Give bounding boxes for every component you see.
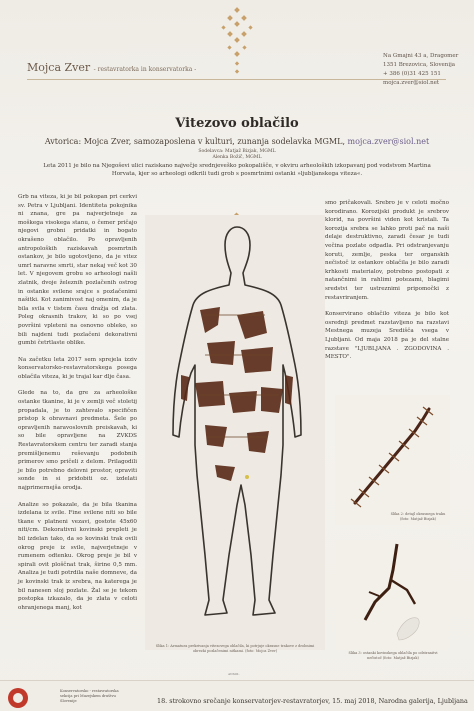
right-paragraph-1: smo pričakovali. Srebro je v celoti močno korodirano. Korozijski produkt je srebrov klorid, na površini viden kot kristali. Ta korozija srebra se lahko proti pač na naši delaje destruktivno, zaradi česar je tudi večina pozlate odpadla. Pri odstranjevanju koruti, zemlje, peska ter organskih nečistoč iz ostankov oblačila je bilo zaradi krhkosti materialov, potrebno postopati z natančnimi in rahlimi potezami, blagimi sredstvi ter ustreznimi pripomočki z restavriranjem. (325, 200, 449, 301)
authors-line (0, 137, 474, 146)
left-paragraph-2: Na začetku leta 2017 sem sprejela izziv konservatorsko-restavratorskega posega oblačila viteza, ki je trajal kar dlje časa. (18, 356, 137, 380)
page-marker: ANSOL (228, 672, 240, 676)
poster-title: Vitezovo oblačilo (175, 116, 299, 131)
intro-paragraph: Leta 2011 je bilo na Njegoševi ulici raziskano največje srednjeveško pokopališče, v okviru arheoloških izkopavanj pod vodstvom Martina Horvata, kjer so arheologi odkrili tudi grob s posmrtnimi ostanki »ljubljanskega viteza«. (43, 163, 431, 177)
author-email: mojca.zver@siol.net (347, 137, 430, 146)
coauthor-line: Sodelavca: Matjaž Bizjak, MGML (198, 149, 276, 154)
detail2-caption: Slika 3: ostanki kovinskega oblačila po odstranitvi nečistoč (foto: Matjaž Bizjak) (348, 651, 438, 660)
top-ornament-icon (214, 0, 260, 80)
society-logo-icon (6, 686, 50, 710)
contact-line: + 386 (0)31 425 151 (383, 71, 441, 77)
main-caption: Slika 1: Armatura prekrivanja vitezovega oblačila, ki potrjuje okrasne trakove z drobnimi obrezki pozlačenimi nitkami. (foto: Mojca Zver) (155, 644, 315, 653)
gold-button (245, 475, 249, 479)
coauthor-line: Alenka Božič, MGML (212, 155, 262, 160)
footer-organisation: Konservatorsko - restavratorska sekcija pri Muzejskem društvu Slovenije (60, 689, 119, 703)
coauthors (0, 149, 474, 161)
left-paragraph-3: Glede na to, da gre za arheološke ostanke tkanine, ki je v zemlji več stoletij propadala, je to zahtevalo specifičen pristop k obravnavi predmeta. Šele po opravljenih naravoslovnih preiskavah, ki so bile opravljene na ZVKDS Restavratorskem centru ter zaradi stanja premišljenemu reševanju podobnih primerov smo pričeli z delom. Prilagodili je bilo potrebno delovni prostor, opraviti sonde in si pridobiti oz. izdelati najprimernejša orodja. (18, 390, 137, 491)
footer-event: 18. strokovno srečanje konservatorjev-restavratorjev, 15. maj 2018, Narodna galerija, Ljubljana (157, 697, 468, 705)
header-name: Mojca Zver - restavratorka in konservatorka - (27, 61, 197, 74)
metal-strip-photo (335, 540, 450, 650)
braid-detail-photo (335, 395, 450, 525)
header-contact (383, 52, 463, 88)
garment-figure (145, 215, 325, 650)
contact-line: mojca.zver@siol.net (383, 80, 440, 86)
header-tagline: - restavratorka in konservatorka - (93, 66, 197, 73)
right-paragraph-2: Konservirano oblačilo viteza je bilo kot osrednji predmet razstavljeno na razstavi Mestnega muzeja Središča vsega v Ljubljani. Od maja 2018 pa je del stalne razstave "LJUBLJANA . ZGODOVINA . MESTO". (325, 311, 449, 361)
left-paragraph-4: Analize so pokazale, da je bila tkanina izdelana iz svile. Fine svilene niti so bile tkane v platneni vezavi, gostote 45x60 niti/cm. Dekorativni kovinski prepleti je bil izdelan tako, da so kovinski trak ovili okrog preje iz svile, najverjetneje v rumenem odtenku. Okrog preje je bil v spirali ovit ploščnat trak, širine 0,5 mm. Analiza je tudi potrdila naše domneve, da je kovinski trak iz srebra, na katerega je bil nanesen sloj pozlate. Žal se je tekom postopka izkazalo, da je zlata v celoti ohranjenega manj, kot (18, 501, 137, 611)
contact-line: Na Gmajni 43 a, Dragomer (383, 53, 459, 59)
left-paragraph-1: Grb na viteza, ki je bil pokopan pri cerkvi sv. Petra v Ljubljani. Identiteta pokojnika ni znana, gre pa najverjetneje za moškega visokega stanu, o čemer pričajo njegovi grobni pridatki in bogato okrašeno oblačilo. Po opravljenih antropoloških raziskavah posmrtnih ostankov, je bilo ugotovljeno, da je vitez umrl naravne smrti, star nekaj več kot 30 let. V njegovem grobu so arheologi našli zlatnik, dvoje železnih pozlačenih ostrog in ostanke svilene srajce s pozlačenimi našitki. Kot zanimivost naj omenim, da je bila svila v tistem času dražja od zlata. Poleg okrasnih trakov, ki so po vsej površini vpleteni na osnovno obleko, so bili najdeni tudi pozlačeni dekorativni gumbi četrtlaste oblike. (18, 194, 137, 347)
authors-text: Avtorica: Mojca Zver, samozaposlena v kulturi, zunanja sodelavka MGML, (44, 137, 345, 146)
contact-line: 1351 Brezovica, Slovenija (383, 62, 456, 68)
detail1-caption: Slika 2: detajl okrasnega traku (foto: Matjaž Bizjak) (390, 512, 446, 521)
right-column (325, 199, 449, 370)
left-column (18, 193, 137, 620)
